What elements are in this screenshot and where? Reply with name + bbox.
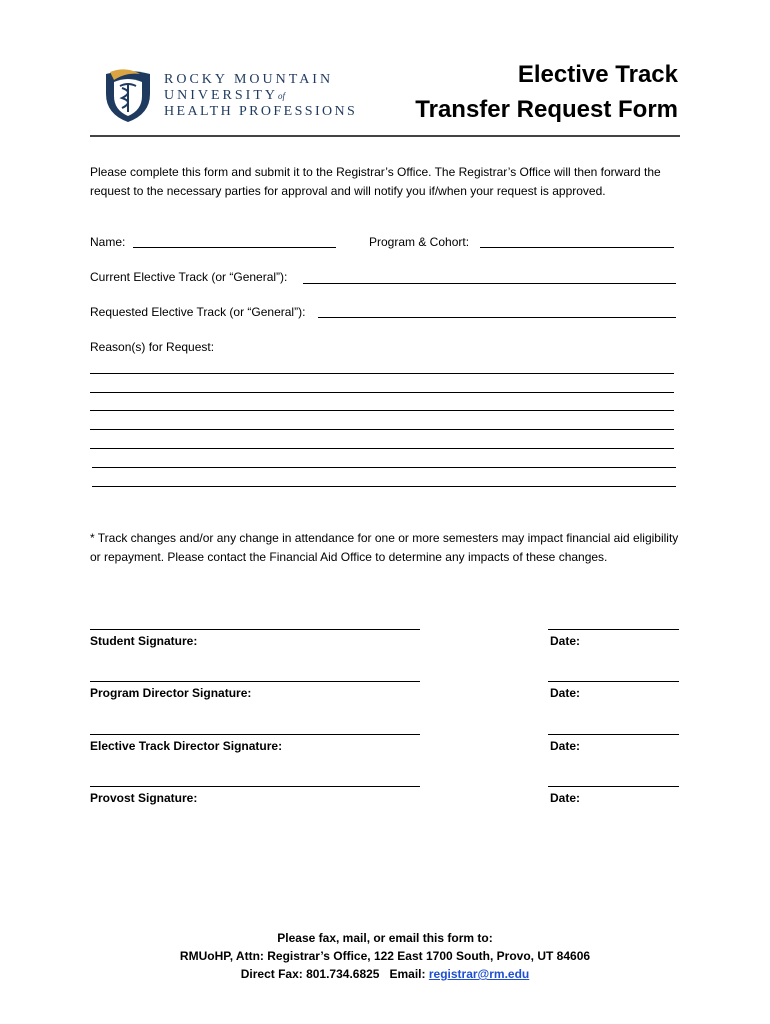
logo-line-2-small: of	[278, 91, 286, 101]
date-line[interactable]	[548, 681, 679, 682]
date-line[interactable]	[548, 629, 679, 630]
logo-line-3: HEALTH PROFESSIONS	[164, 104, 358, 119]
name-field[interactable]	[133, 247, 336, 248]
signature-line[interactable]	[90, 786, 420, 787]
current-track-field[interactable]	[303, 283, 676, 284]
date-line[interactable]	[548, 734, 679, 735]
form-title-line-2: Transfer Request Form	[415, 96, 678, 123]
university-logo	[100, 68, 360, 124]
reasons-line[interactable]	[92, 486, 676, 487]
elective-track-director-signature-label: Elective Track Director Signature:	[90, 739, 283, 753]
header-divider	[90, 135, 680, 137]
reasons-label: Reason(s) for Request:	[90, 340, 215, 354]
date-label: Date:	[550, 791, 581, 805]
reasons-line[interactable]	[90, 373, 674, 374]
reasons-line[interactable]	[90, 392, 674, 393]
current-track-label: Current Elective Track (or “General”):	[90, 270, 288, 284]
name-label: Name:	[90, 235, 126, 249]
requested-track-label: Requested Elective Track (or “General”):	[90, 305, 306, 319]
form-title-line-1: Elective Track	[517, 61, 678, 88]
logo-line-1: ROCKY MOUNTAIN	[164, 72, 334, 87]
program-cohort-label: Program & Cohort:	[369, 235, 470, 249]
logo-line-2: UNIVERSITYof	[164, 88, 286, 103]
reasons-line[interactable]	[92, 467, 676, 468]
reasons-line[interactable]	[90, 448, 674, 449]
date-label: Date:	[550, 686, 581, 700]
intro-paragraph: Please complete this form and submit it to the Registrar’s Office. The Registrar’s Office will then forward the request to the necessary parties for approval and will notify you if/when your request is approved.	[90, 165, 661, 198]
date-label: Date:	[550, 634, 581, 648]
provost-signature-label: Provost Signature:	[90, 791, 198, 805]
program-cohort-field[interactable]	[480, 247, 674, 248]
signature-line[interactable]	[90, 681, 420, 682]
footer-address: RMUoHP, Attn: Registrar’s Office, 122 East 1700 South, Provo, UT 84606	[179, 949, 591, 963]
footer-instruction: Please fax, mail, or email this form to:	[277, 931, 493, 945]
fax-number: Direct Fax: 801.734.6825	[240, 967, 380, 981]
reasons-line[interactable]	[90, 429, 674, 430]
date-label: Date:	[550, 739, 581, 753]
student-signature-label: Student Signature:	[90, 634, 198, 648]
shield-caduceus-icon	[100, 68, 156, 124]
email-link[interactable]: registrar@rm.edu	[428, 967, 530, 981]
financial-aid-note: * Track changes and/or any change in attendance for one or more semesters may impact financial aid eligibility or repayment. Please contact the Financial Aid Office to determine any impacts of these changes.	[90, 531, 679, 564]
program-director-signature-label: Program Director Signature:	[90, 686, 252, 700]
signature-line[interactable]	[90, 734, 420, 735]
footer-contact	[0, 965, 770, 983]
requested-track-field[interactable]	[318, 317, 676, 318]
signature-line[interactable]	[90, 629, 420, 630]
email-label: Email:	[389, 967, 426, 981]
date-line[interactable]	[548, 786, 679, 787]
reasons-line[interactable]	[90, 410, 674, 411]
